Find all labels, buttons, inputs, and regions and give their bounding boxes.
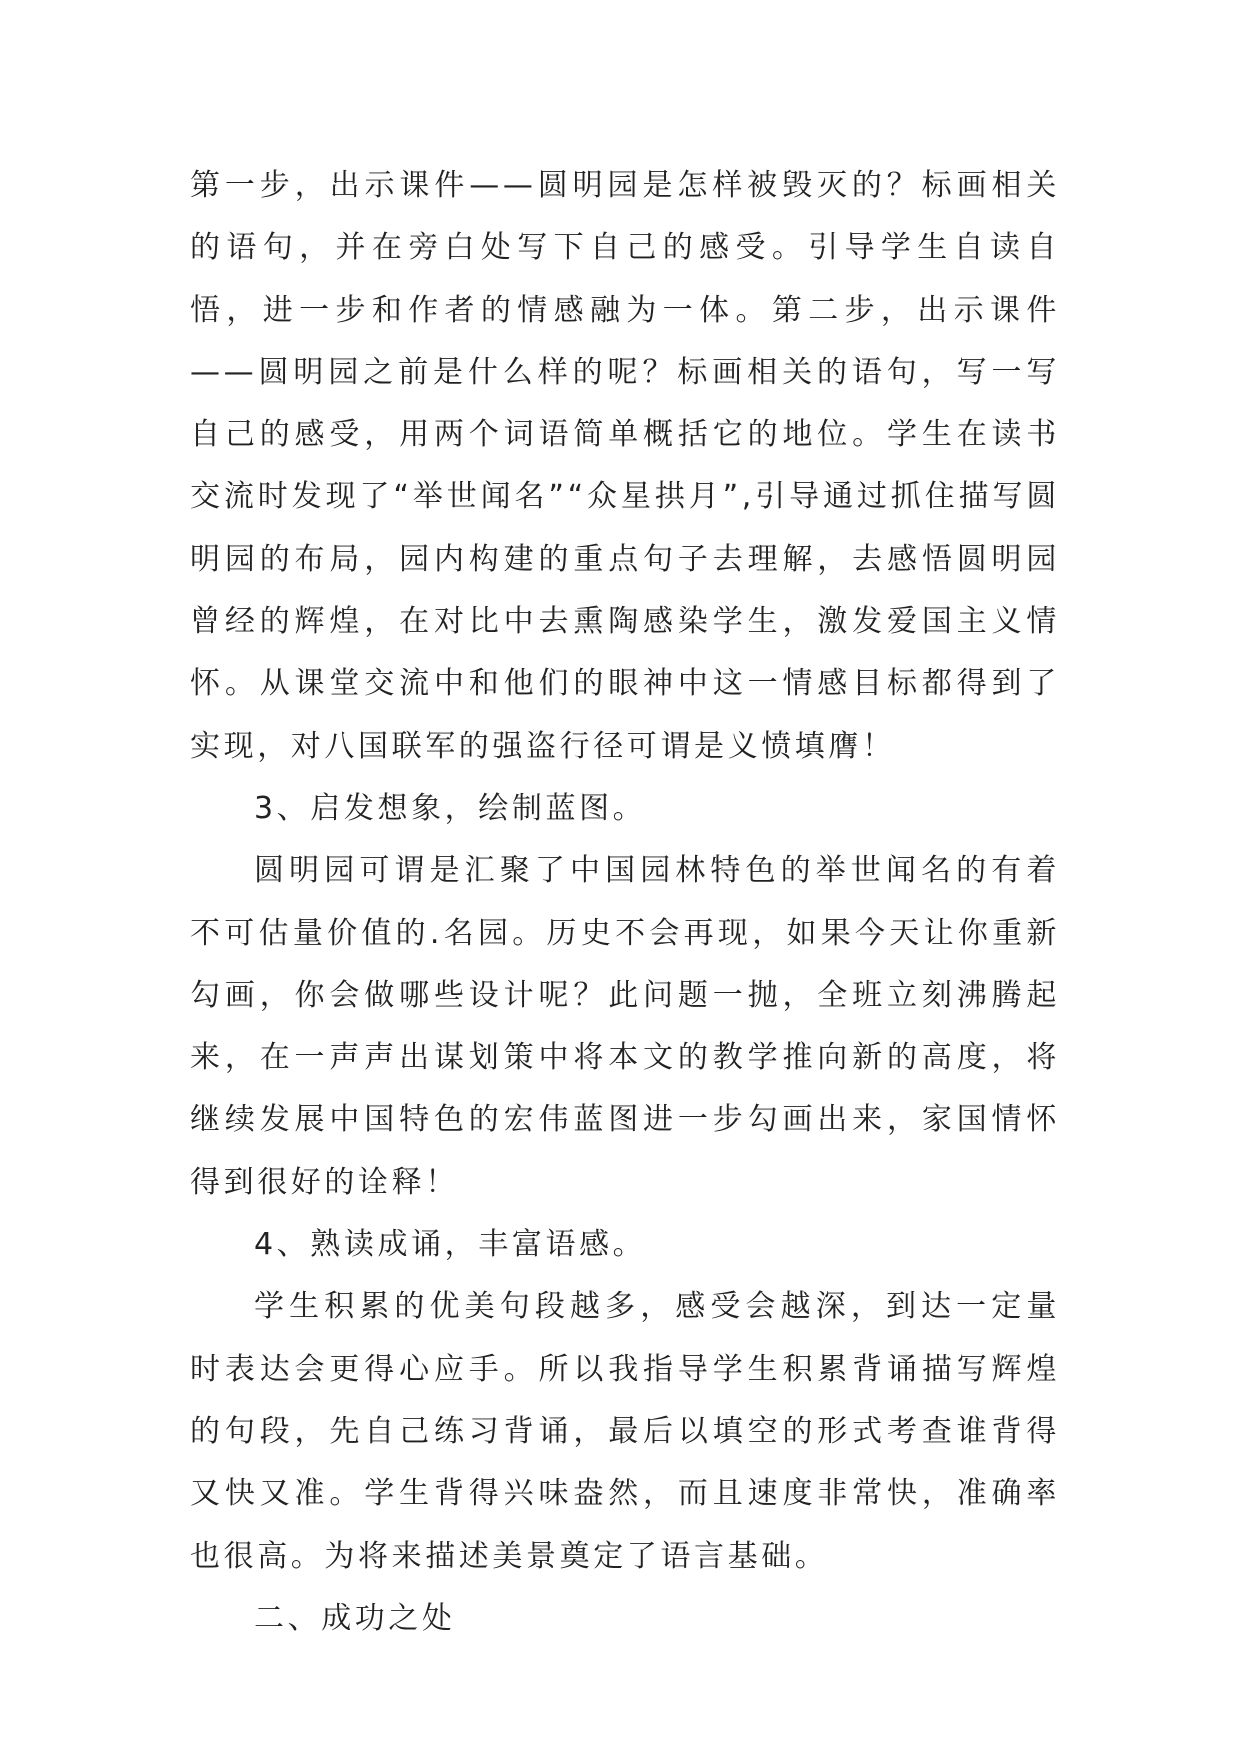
heading-3-imagination: 3、启发想象，绘制蓝图。	[254, 790, 647, 826]
paragraph-recitation: 学生积累的优美句段越多，感受会越深，到达一定量时表达会更得心应手。所以我指导学生积累背诵描写辉煌的句段，先自己练习背诵，最后以填空的形式考查谁背得又快又准。学生背得兴味盎然，而且速度非常快，准确率也很高。为将来描述美景奠定了语言基础。	[190, 1289, 1060, 1574]
paragraph-step-one-two: 第一步，出示课件——圆明园是怎样被毁灭的？标画相关的语句，并在旁白处写下自己的感受。引导学生自读自悟，进一步和作者的情感融为一体。第二步，出示课件——圆明园之前是什么样的呢？标画相关的语句，写一写自己的感受，用两个词语简单概括它的地位。学生在读书交流时发现了“举世闻名”“众星拱月”,引导通过抓住描写圆明园的布局，园内构建的重点句子去理解，去感悟圆明园曾经的辉煌，在对比中去熏陶感染学生，激发爱国主义情怀。从课堂交流中和他们的眼神中这一情感目标都得到了实现，对八国联军的强盗行径可谓是义愤填膺！	[190, 168, 1060, 764]
heading-successes: 二、成功之处	[254, 1600, 456, 1636]
heading-4-recitation: 4、熟读成诵，丰富语感。	[254, 1227, 647, 1263]
document-body	[190, 155, 1060, 1650]
paragraph-blueprint: 圆明园可谓是汇聚了中国园林特色的举世闻名的有着不可估量价值的.名园。历史不会再现，如果今天让你重新勾画，你会做哪些设计呢？此问题一抛，全班立刻沸腾起来，在一声声出谋划策中将本文的教学推向新的高度，将继续发展中国特色的宏伟蓝图进一步勾画出来，家国情怀得到很好的诠释！	[190, 853, 1060, 1200]
